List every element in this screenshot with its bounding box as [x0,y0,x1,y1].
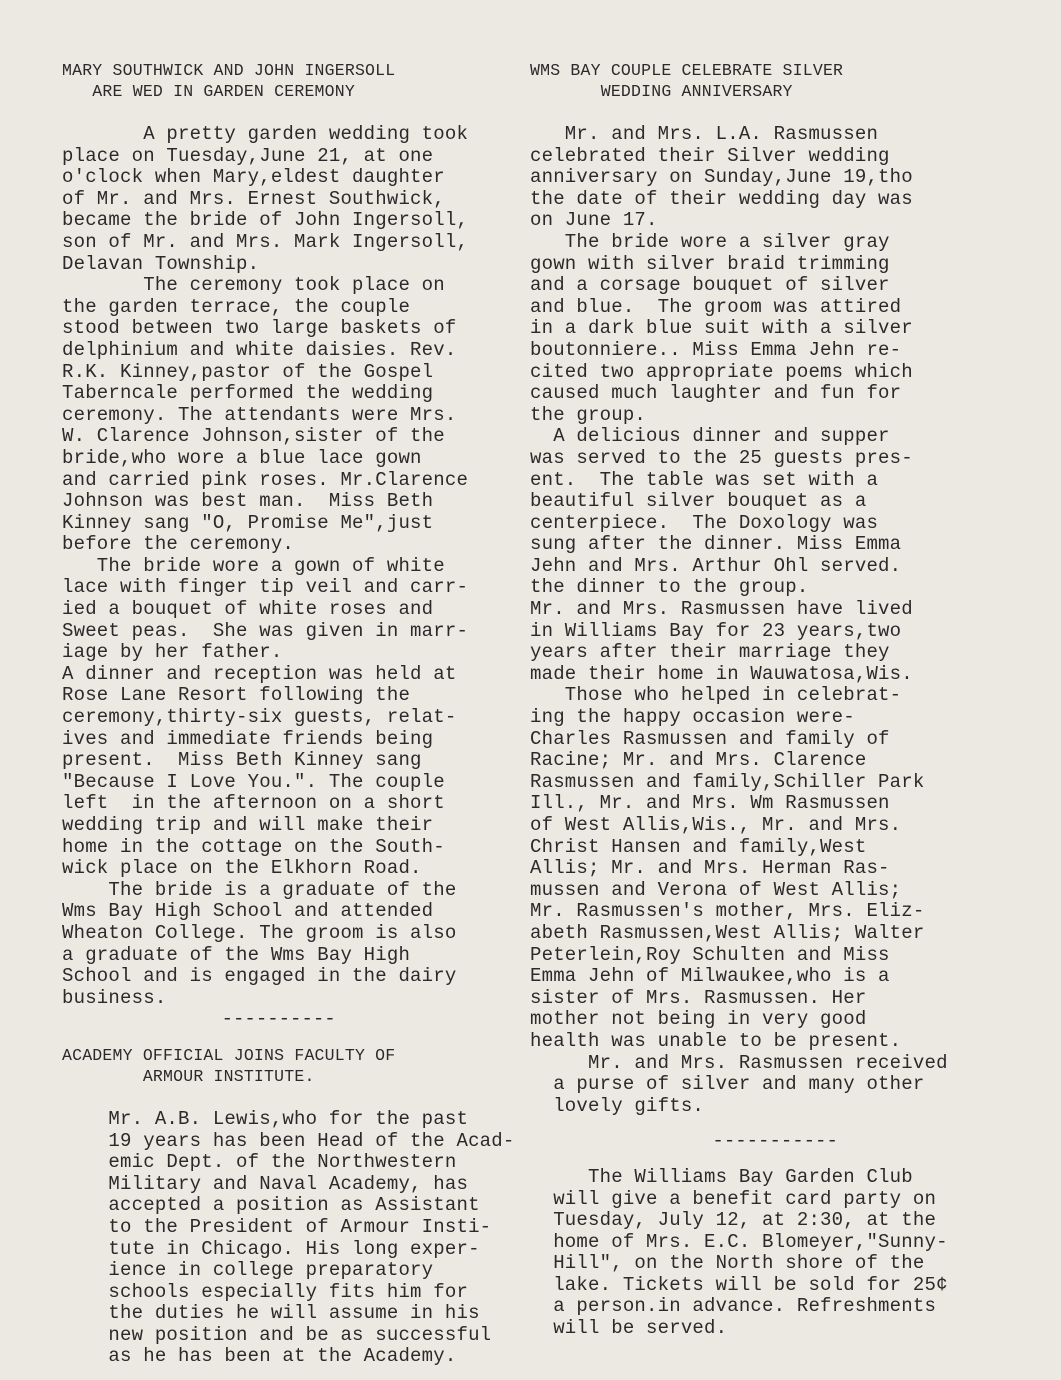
text-line: Mr. and Mrs. Rasmussen have lived [530,598,913,621]
text-line: mother not being in very good [530,1008,867,1031]
text-line: and a corsage bouquet of silver [530,274,890,297]
text-line: of Mr. and Mrs. Ernest Southwick, [62,187,445,210]
text-line: Charles Rasmussen and family of [530,727,890,750]
text-line: ceremony. The attendants were Mrs. [62,403,457,426]
text-line: on June 17. [530,209,658,232]
text-line: in a dark blue suit with a silver [530,317,913,340]
text-line: Those who helped in celebrat- [530,684,902,707]
text-line: stood between two large baskets of [62,317,457,340]
text-line: The Williams Bay Garden Club [530,1165,913,1188]
text-line: lake. Tickets will be sold for 25¢ [530,1273,948,1296]
text-line: will be served. [530,1317,728,1340]
text-line: the group. [530,403,647,426]
headline-line: WEDDING ANNIVERSARY [530,82,793,101]
text-line: was served to the 25 guests pres- [530,446,913,469]
text-line: Rasmussen and family,Schiller Park [530,770,925,793]
text-line: the dinner to the group. [530,576,809,599]
article-paragraph [530,426,1000,685]
text-line: present. Miss Beth Kinney sang [62,749,422,772]
text-line: ied a bouquet of white roses and [62,598,434,621]
text-line: A delicious dinner and supper [530,425,890,448]
text-line: years after their marriage they [530,641,890,664]
text-line: Military and Naval Academy, has [62,1172,469,1195]
text-line: home of Mrs. E.C. Blomeyer,"Sunny- [530,1230,948,1253]
text-line: mussen and Verona of West Allis; [530,878,902,901]
text-line: the garden terrace, the couple [62,295,411,318]
article-paragraph [530,124,1000,232]
article-headline [62,1045,532,1087]
text-line: Peterlein,Roy Schulten and Miss [530,943,890,966]
article-paragraph [62,1109,532,1368]
text-line: place on Tuesday,June 21, at one [62,144,434,167]
article-silver-anniversary [530,60,1000,1153]
text-line: a graduate of the Wms Bay High [62,943,411,966]
text-line: as he has been at the Academy. [62,1345,457,1368]
article-paragraph [62,880,532,1010]
article-garden-club [530,1167,1000,1340]
text-line: Wms Bay High School and attended [62,900,434,923]
text-line: W. Clarence Johnson,sister of the [62,425,445,448]
text-line: a person.in advance. Refreshments [530,1295,937,1318]
text-line: Tuesday, July 12, at 2:30, at the [530,1209,937,1232]
text-line: celebrated their Silver wedding [530,144,890,167]
text-line: ent. The table was set with a [530,468,879,491]
text-line: Hill", on the North shore of the [530,1252,925,1275]
text-line: sung after the dinner. Miss Emma [530,533,902,556]
text-line: wedding trip and will make their [62,814,434,836]
text-line: ing the happy occasion were- [530,706,855,729]
text-line: Taberncale performed the wedding [62,382,434,405]
text-line: Rose Lane Resort following the [62,684,411,707]
text-line: tute in Chicago. His long exper- [62,1237,480,1260]
text-line: emic Dept. of the Northwestern [62,1151,457,1174]
text-line: 19 years has been Head of the Acad- [62,1129,515,1152]
text-line: new position and be as successful [62,1323,492,1346]
text-line: Jehn and Mrs. Arthur Ohl served. [530,554,902,577]
text-line: caused much laughter and fun for [530,382,902,405]
text-line: ceremony,thirty-six guests, relat- [62,706,457,729]
text-line: left in the afternoon on a short [62,792,445,815]
text-line: Johnson was best man. Miss Beth [62,490,434,513]
text-line: and blue. The groom was attired [530,295,902,318]
text-line: home in the cottage on the South- [62,835,445,858]
text-line: of West Allis,Wis., Mr. and Mrs. [530,814,902,836]
article-paragraph [62,556,532,880]
text-line: A pretty garden wedding took [62,123,469,145]
text-line: schools especially fits him for [62,1280,469,1303]
text-line: Mr. and Mrs. L.A. Rasmussen [530,123,879,145]
text-line: accepted a position as Assistant [62,1194,480,1217]
text-line: Kinney sang "O, Promise Me",just [62,511,434,534]
text-line: The ceremony took place on [62,274,445,297]
text-line: The bride wore a gown of white [62,554,445,577]
text-line: ives and immediate friends being [62,727,434,750]
text-line: Emma Jehn of Milwaukee,who is a [530,965,890,988]
text-line: Mr. A.B. Lewis,who for the past [62,1107,469,1130]
article-southwick-ingersoll-wedding [62,60,532,1031]
text-line: Allis; Mr. and Mrs. Herman Ras- [530,857,890,880]
article-paragraph [530,1167,1000,1340]
text-line: delphinium and white daisies. Rev. [62,338,457,361]
text-line: lovely gifts. [530,1094,705,1117]
left-column [62,60,532,1368]
text-line: Ill., Mr. and Mrs. Wm Rasmussen [530,792,890,815]
headline-line: ARMOUR INSTITUTE. [62,1066,315,1086]
article-paragraph [530,685,1000,1052]
text-line: health was unable to be present. [530,1029,902,1052]
text-line: business. [62,986,167,1009]
text-line: gown with silver braid trimming [530,252,890,275]
article-headline [62,60,532,102]
text-line: Racine; Mr. and Mrs. Clarence [530,749,867,772]
text-line: will give a benefit card party on [530,1187,937,1210]
text-line: beautiful silver bouquet as a [530,490,867,513]
text-line: son of Mr. and Mrs. Mark Ingersoll, [62,230,469,253]
article-paragraph [530,232,1000,426]
text-line: R.K. Kinney,pastor of the Gospel [62,360,434,383]
text-line: the duties he will assume in his [62,1302,480,1325]
article-paragraph [530,1053,1000,1118]
text-line: The bride wore a silver gray [530,230,890,253]
text-line: ience in college preparatory [62,1259,434,1282]
text-line: boutonniere.. Miss Emma Jehn re- [530,338,902,361]
text-line: Mr. Rasmussen's mother, Mrs. Eliz- [530,900,925,923]
text-line: became the bride of John Ingersoll, [62,209,469,232]
section-divider: ---------- [62,1008,336,1031]
article-headline [530,60,1000,102]
headline-line: ACADEMY OFFICIAL JOINS FACULTY OF [62,1045,396,1065]
text-line: abeth Rasmussen,West Allis; Walter [530,921,925,944]
text-line: anniversary on Sunday,June 19,tho [530,166,913,189]
text-line: "Because I Love You.". The couple [62,770,445,793]
text-line: in Williams Bay for 23 years,two [530,619,902,642]
article-paragraph [62,275,532,556]
article-paragraph [62,124,532,275]
text-line: Wheaton College. The groom is also [62,921,457,944]
text-line: Christ Hansen and family,West [530,835,867,858]
text-line: A dinner and reception was held at [62,662,457,685]
article-academy-official [62,1045,532,1368]
text-line: o'clock when Mary,eldest daughter [62,166,445,189]
headline-line: WMS BAY COUPLE CELEBRATE SILVER [530,61,844,80]
text-line: The bride is a graduate of the [62,878,457,901]
text-line: sister of Mrs. Rasmussen. Her [530,986,867,1009]
text-line: Delavan Township. [62,252,260,275]
text-line: the date of their wedding day was [530,187,913,210]
section-divider: ----------- [530,1130,838,1153]
headline-line: MARY SOUTHWICK AND JOHN INGERSOLL [62,61,396,80]
text-line: Sweet peas. She was given in marr- [62,619,469,642]
headline-line: ARE WED IN GARDEN CEREMONY [62,82,355,101]
text-line: a purse of silver and many other [530,1073,925,1096]
right-column [530,60,1000,1340]
text-line: Mr. and Mrs. Rasmussen received [530,1051,948,1074]
text-line: to the President of Armour Insti- [62,1215,492,1238]
text-line: lace with finger tip veil and carr- [62,576,469,599]
text-line: School and is engaged in the dairy [62,965,457,988]
text-line: bride,who wore a blue lace gown [62,446,422,469]
text-line: wick place on the Elkhorn Road. [62,857,422,880]
text-line: before the ceremony. [62,533,295,556]
text-line: cited two appropriate poems which [530,360,913,383]
text-line: centerpiece. The Doxology was [530,511,879,534]
text-line: and carried pink roses. Mr.Clarence [62,468,469,491]
text-line: iage by her father. [62,641,283,664]
text-line: made their home in Wauwatosa,Wis. [530,662,913,685]
